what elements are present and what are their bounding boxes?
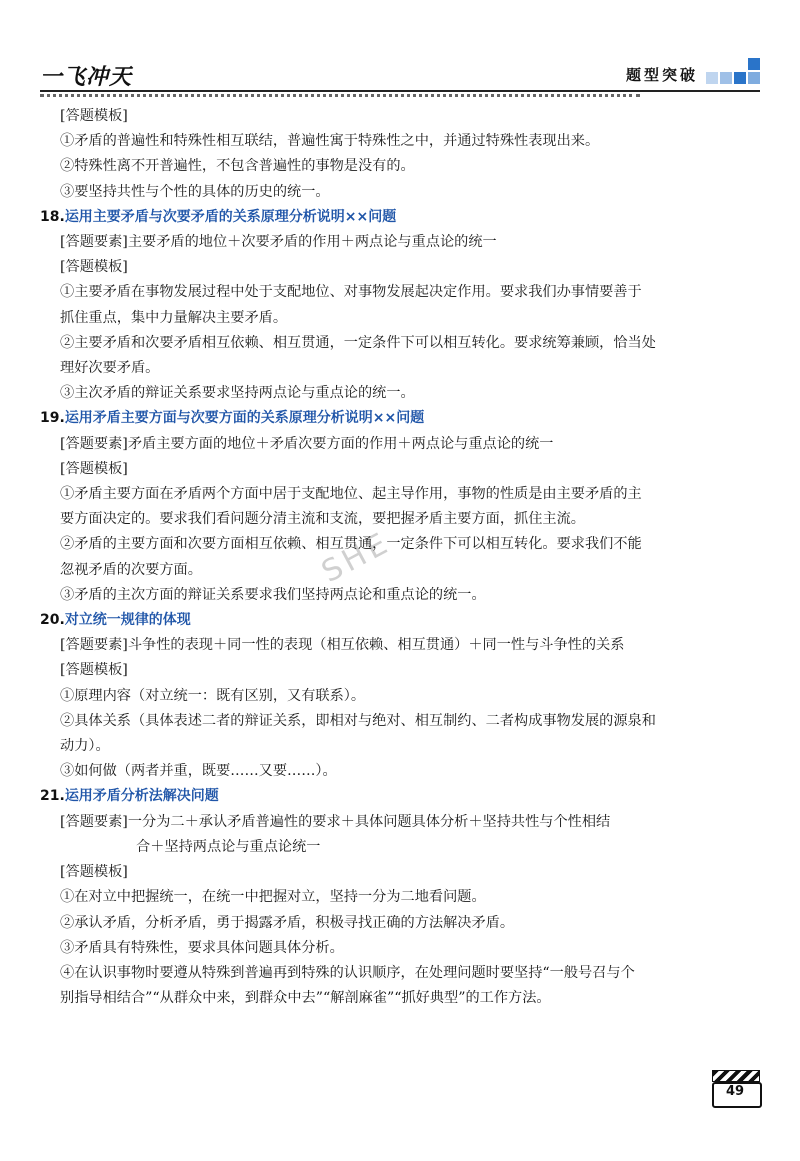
section-grid-icon: [704, 58, 760, 88]
header-dotted-rule: [40, 94, 640, 97]
brand-logo-text: 一飞冲天: [40, 65, 133, 90]
question-title: [40, 608, 765, 633]
text-line: ①在对立中把握统一，在统一中把握对立，坚持一分为二地看问题。: [60, 889, 486, 906]
text-line: 合＋坚持两点论与重点论统一: [136, 838, 321, 855]
text-line: [答题要素]斗争性的表现＋同一性的表现（相互依赖、相互贯通）＋同一性与斗争性的关系: [60, 637, 625, 654]
text-line: 动力）。: [60, 738, 110, 755]
question-heading: 运用主要矛盾与次要矛盾的关系原理分析说明××问题: [64, 208, 397, 225]
question-heading: 运用矛盾分析法解决问题: [64, 788, 219, 805]
text-line: [答题要素]矛盾主要方面的地位＋矛盾次要方面的作用＋两点论与重点论的统一: [60, 435, 554, 452]
text-line: 要方面决定的。要求我们看问题分清主流和支流，要把握矛盾主要方面，抓住主流。: [60, 511, 585, 528]
question-heading: 运用矛盾主要方面与次要方面的关系原理分析说明××问题: [64, 410, 425, 427]
text-line: [答题模板]: [60, 460, 128, 477]
question-number: 19.: [40, 410, 65, 427]
text-line: 理好次要矛盾。: [60, 360, 160, 377]
header-rule: [40, 90, 760, 92]
text-line: ②具体关系（具体表述二者的辩证关系，即相对与绝对、相互制约、二者构成事物发展的源泉和: [60, 712, 656, 729]
text-line: ③主次矛盾的辩证关系要求坚持两点论与重点论的统一。: [60, 385, 415, 402]
text-line: ②承认矛盾，分析矛盾，勇于揭露矛盾，积极寻找正确的方法解决矛盾。: [60, 914, 515, 931]
question-heading: 对立统一规律的体现: [64, 612, 191, 629]
text-line: [答题模板]: [60, 108, 128, 124]
question-number: 21.: [40, 788, 65, 805]
text-line: [答题模板]: [60, 259, 128, 276]
question-title: [40, 784, 765, 809]
text-line: ③如何做（两者并重，既要……又要……）。: [60, 763, 337, 780]
text-line: ②特殊性离不开普遍性，不包含普遍性的事物是没有的。: [60, 158, 415, 175]
text-line: ③矛盾具有特殊性，要求具体问题具体分析。: [60, 939, 344, 956]
question-title: [40, 205, 765, 230]
page-number: 49: [725, 1084, 745, 1099]
text-line: ④在认识事物时要遵从特殊到普遍再到特殊的认识顺序，在处理问题时要坚持“一般号召与个: [60, 964, 635, 981]
text-line: [答题要素]一分为二＋承认矛盾普遍性的要求＋具体问题具体分析＋坚持共性与个性相结: [60, 813, 611, 830]
text-line: [答题模板]: [60, 662, 128, 679]
text-line: ②主要矛盾和次要矛盾相互依赖、相互贯通，一定条件下可以相互转化。要求统筹兼顾，恰当处: [60, 334, 656, 351]
text-line: [答题要素]主要矛盾的地位＋次要矛盾的作用＋两点论与重点论的统一: [60, 234, 497, 251]
text-line: ③要坚持共性与个性的具体的历史的统一。: [60, 183, 330, 200]
text-line: 忽视矛盾的次要方面。: [60, 561, 202, 578]
page-number-badge: [708, 1070, 762, 1110]
question-number: 18.: [40, 208, 65, 225]
text-line: ①矛盾主要方面在矛盾两个方面中居于支配地位、起主导作用，事物的性质是由主要矛盾的主: [60, 486, 642, 503]
text-line: ①矛盾的普遍性和特殊性相互联结，普遍性寓于特殊性之中，并通过特殊性表现出来。: [60, 133, 600, 150]
text-line: 抓住重点，集中力量解决主要矛盾。: [60, 309, 288, 326]
text-line: ①原理内容（对立统一：既有区别，又有联系）。: [60, 687, 366, 704]
text-line: ②矛盾的主要方面和次要方面相互依赖、相互贯通，一定条件下可以相互转化。要求我们不能: [60, 536, 642, 553]
text-line: 别指导相结合”“从群众中来，到群众中去”“解剖麻雀”“抓好典型”的工作方法。: [60, 990, 551, 1007]
text-line: ③矛盾的主次方面的辩证关系要求我们坚持两点论和重点论的统一。: [60, 586, 486, 603]
page-header: [40, 56, 760, 98]
watermark-text: SHE: [316, 525, 397, 590]
badge-stripes: [712, 1070, 760, 1082]
question-number: 20.: [40, 612, 65, 629]
section-tag: 题型突破: [625, 66, 698, 84]
page-content: [40, 104, 765, 1011]
text-line: ①主要矛盾在事物发展过程中处于支配地位、对事物发展起决定作用。要求我们办事情要善于: [60, 284, 642, 301]
text-line: [答题模板]: [60, 864, 128, 881]
question-title: [40, 406, 765, 431]
